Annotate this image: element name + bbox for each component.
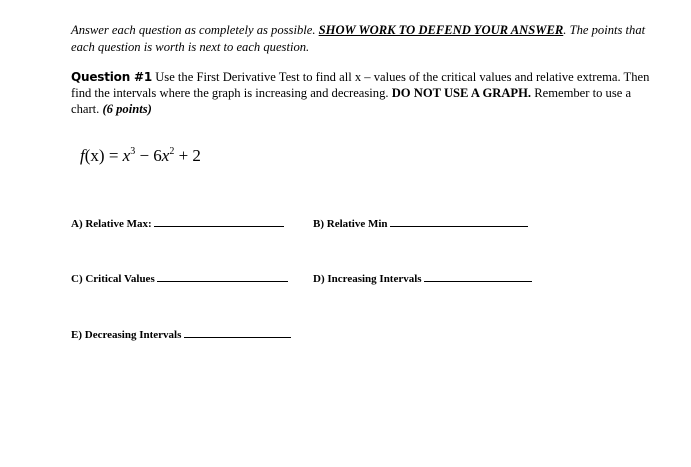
relative-max-blank[interactable]: [154, 215, 284, 227]
question-points: (6 points): [102, 102, 152, 116]
relative-min-label: B) Relative Min: [313, 218, 388, 230]
question-text-1: Use the First Derivative Test to find all x – values of the critical values and relative extrema. Then find the intervals where the graph is increasing and decreasing.: [71, 70, 650, 100]
field-relative-min: [313, 215, 528, 230]
question-bold-note: DO NOT USE A GRAPH.: [391, 86, 532, 100]
instructions: [71, 22, 661, 56]
relative-max-label: A) Relative Max:: [71, 218, 152, 230]
field-critical-values: [71, 270, 288, 285]
function-formula: [80, 146, 201, 166]
relative-min-blank[interactable]: [390, 215, 528, 227]
formula-op1: − 6: [135, 146, 162, 165]
formula-term1: x: [122, 146, 131, 165]
field-increasing-intervals: [313, 270, 532, 285]
instructions-lead: Answer each question as completely as possible.: [71, 23, 316, 37]
decreasing-intervals-blank[interactable]: [184, 326, 291, 338]
question-1: [71, 69, 661, 117]
question-badge: Question #1: [71, 70, 153, 84]
field-relative-max: [71, 215, 284, 230]
instructions-tail: . The points that each question is worth is next to each question.: [71, 23, 646, 54]
question-text-2: Remember to use a chart.: [71, 86, 632, 116]
increasing-intervals-blank[interactable]: [424, 270, 532, 282]
formula-f: f: [80, 146, 85, 165]
formula-term2: x: [161, 146, 170, 165]
decreasing-intervals-label: E) Decreasing Intervals: [71, 329, 182, 341]
formula-op2: + 2: [174, 146, 201, 165]
formula-arg: (x): [84, 146, 105, 165]
instructions-emphasis: SHOW WORK TO DEFEND YOUR ANSWER: [318, 23, 564, 37]
increasing-intervals-label: D) Increasing Intervals: [313, 273, 422, 285]
formula-exp2: 2: [169, 146, 175, 157]
field-decreasing-intervals: [71, 326, 291, 341]
critical-values-label: C) Critical Values: [71, 273, 155, 285]
critical-values-blank[interactable]: [157, 270, 288, 282]
formula-exp1: 3: [130, 146, 136, 157]
formula-eq: =: [104, 146, 123, 165]
